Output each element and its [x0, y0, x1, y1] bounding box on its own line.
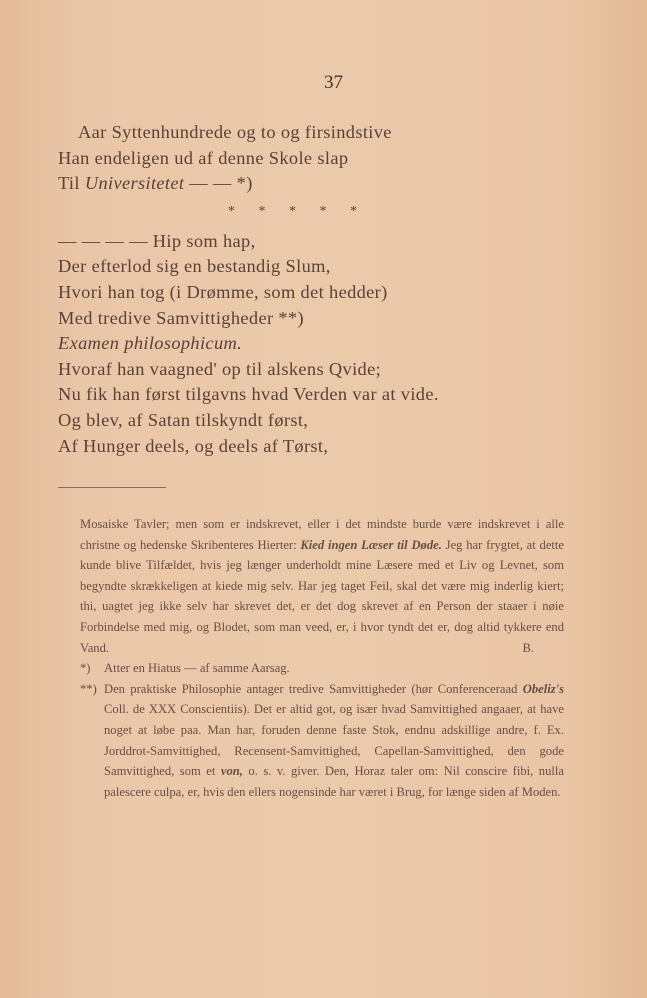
footnote-2	[80, 679, 564, 803]
section-break-stars: * * * * *	[228, 203, 357, 219]
footnote-1	[80, 658, 564, 679]
note-text: Mosaiske Tavler; men som er indskrevet, eller i det mindste burde være indskrevet i alle christne og hedenske Skribenteres Hierter:	[80, 517, 564, 552]
footnote-mark: *)	[80, 661, 91, 676]
poem-line: Nu fik han først tilgavns hvad Verden var at vide.	[58, 384, 439, 405]
poem-line: Der efterlod sig en bestandig Slum,	[58, 256, 331, 277]
note-paragraph	[80, 514, 564, 658]
poem	[58, 120, 618, 459]
poem-line: Med tredive Samvittigheder **)	[58, 307, 304, 328]
footnote-italic-text: Obeliz's	[522, 681, 564, 696]
footnote-italic-text: von,	[220, 764, 243, 779]
page-number: 37	[324, 72, 343, 93]
footnote-text: Coll. de XXX Conscientiis). Det er altid got, og især hvad Samvittighed angaaer, at have noget at løbe paa. Man har, foruden denne faste Stok, endnu adskillige andre, f. Ex. Jorddrot-Samvittighed, Recensent-Samvittighed, Capellan-Samvittighed, den gode Samvittighed, som et	[104, 702, 564, 779]
footnote-mark: **)	[80, 681, 97, 696]
poem-line	[58, 171, 618, 197]
footnote-text: o. s. v. giver. Den, Horaz taler om: Nil conscire fibi, nulla palescere culpa, er, hvis den ellers nogensinde har været i Brug, for længe siden af Moden.	[104, 764, 564, 799]
poem-line: Hvori han tog (i Drømme, som det hedder)	[58, 281, 388, 302]
note-italic-text: Kied ingen Læser til Døde.	[300, 537, 442, 552]
poem-line: Examen philosophicum.	[58, 333, 243, 354]
poem-italic-text: Universitetet	[84, 173, 185, 194]
poem-line: Af Hunger deels, og deels af Tørst,	[58, 435, 329, 456]
footnote-text: Atter en Hiatus — af samme Aarsag.	[104, 661, 290, 676]
poem-text: Til	[58, 173, 85, 194]
poem-line: — — — — Hip som hap,	[58, 230, 256, 251]
poem-text: — — *)	[184, 173, 253, 194]
footnotes	[80, 514, 564, 802]
note-text: Jeg har frygtet, at dette kunde blive Tilfældet, hvis jeg længer underholdt mine Læsere med et Liv og Levnet, som begyndte skrækkeligen at kiede mig selv. Har jeg taget Feil, skal det være mig inderlig kiert; thi, uagtet jeg ikke selv har skrevet det, er det dog skrevet af en Person der staaer i nøie Forbindelse med mig, og Blodet, som man veed, er, i hvor tyndt det er, dog altid tykkere end Vand.	[80, 537, 564, 655]
poem-line: Han endeligen ud af denne Skole slap	[58, 147, 349, 168]
footnote-divider	[58, 487, 166, 488]
poem-line: Og blev, af Satan tilskyndt først,	[58, 409, 309, 430]
footnote-text: Den praktiske Philosophie antager tredive Samvittigheder (hør Conferenceraad	[104, 681, 523, 696]
note-signature: B.	[522, 640, 534, 655]
poem-line: Aar Syttenhundrede og to og firsindstive	[78, 122, 392, 142]
poem-line: Hvoraf han vaagned' op til alskens Qvide;	[58, 358, 382, 379]
